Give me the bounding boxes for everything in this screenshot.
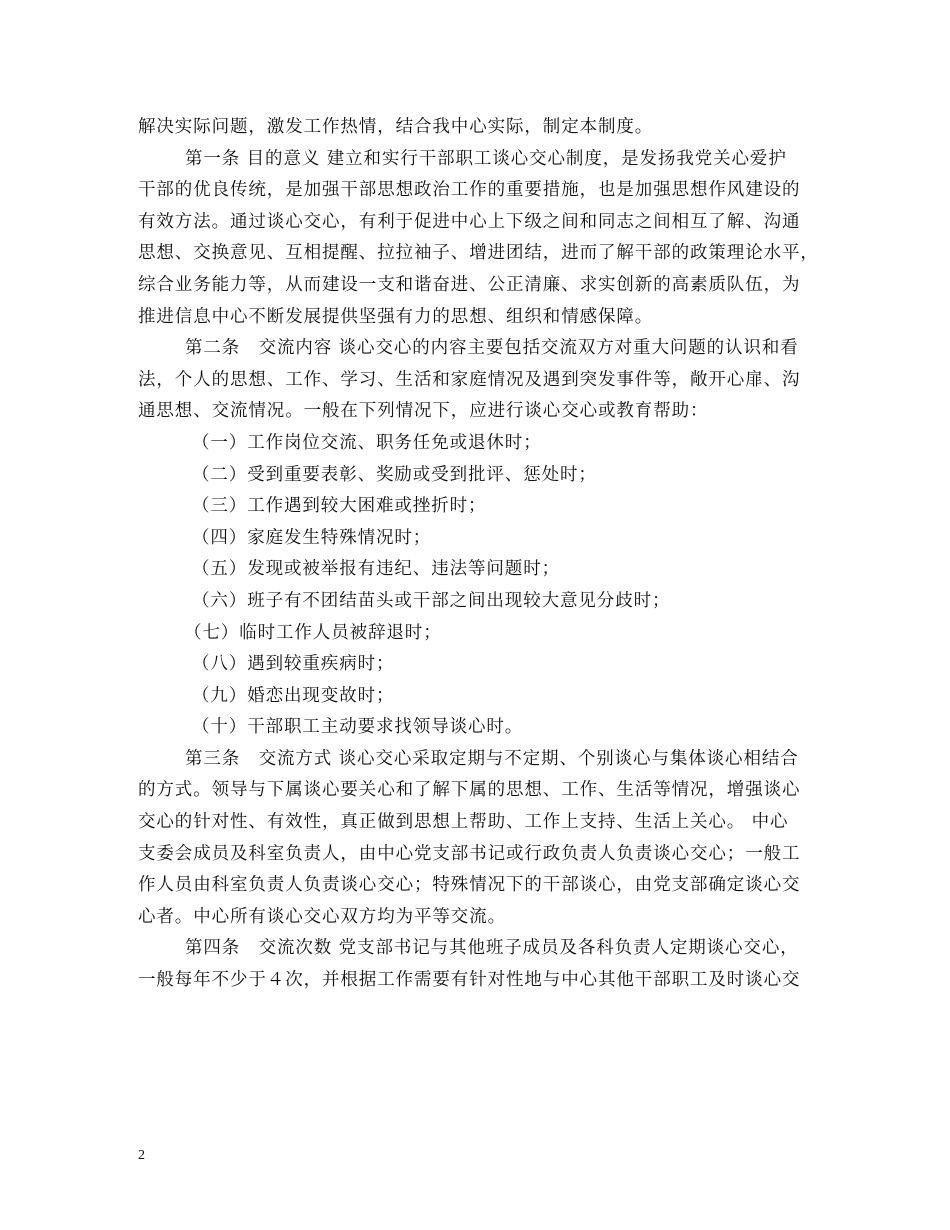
text-line: 的方式。领导与下属谈心要关心和了解下属的思想、工作、生活等情况，增强谈心: [138, 780, 801, 801]
document-body: [138, 112, 820, 997]
text-line: 解决实际问题，激发工作热情，结合我中心实际，制定本制度。: [138, 117, 654, 137]
text-line: 交心的针对性、有效性，真正做到思想上帮助、工作上支持、生活上关心。 中心: [138, 812, 789, 833]
text-line: 综合业务能力等，从而建设一支和谐奋进、公正清廉、求实创新的高素质队伍，为: [138, 274, 801, 295]
text-line: 推进信息中心不断发展提供坚强有力的思想、组织和情感保障。: [138, 306, 654, 327]
text-line: 支委会成员及科室负责人，由中心党支部书记或行政负责人负责谈心交心；一般工: [138, 843, 801, 864]
text-line: （七）临时工作人员被辞退时；: [184, 622, 442, 643]
text-line: （三）工作遇到较大困难或挫折时；: [192, 496, 487, 517]
text-line: （九）婚恋出现变故时；: [192, 685, 395, 706]
text-line: 第二条 交流内容 谈心交心的内容主要包括交流双方对重大问题的认识和看: [185, 338, 799, 359]
text-line: 一般每年不少于４次，并根据工作需要有针对性地与中心其他干部职工及时谈心交: [138, 970, 801, 991]
text-line: 法，个人的思想、工作、学习、生活和家庭情况及遇到突发事件等，敞开心扉、沟: [138, 369, 801, 390]
text-line: 第四条 交流次数 党支部书记与其他班子成员及各科负责人定期谈心交心，: [185, 938, 799, 959]
text-line: 第三条 交流方式 谈心交心采取定期与不定期、个别谈心与集体谈心相结合: [185, 748, 799, 769]
text-line: 心者。中心所有谈心交心双方均为平等交流。: [138, 906, 506, 927]
text-line: （十）干部职工主动要求找领导谈心时。: [192, 717, 524, 738]
text-line: 通思想、交流情况。一般在下列情况下，应进行谈心交心或教育帮助：: [138, 401, 709, 422]
text-line: 第一条 目的意义 建立和实行干部职工谈心交心制度，是发扬我党关心爱护: [185, 148, 787, 169]
text-line: 有效方法。通过谈心交心，有利于促进中心上下级之间和同志之间相互了解、沟通: [138, 211, 801, 232]
page-number: 2: [138, 1148, 145, 1163]
text-line: （五）发现或被举报有违纪、违法等问题时；: [192, 559, 560, 580]
text-line: （二）受到重要表彰、奖励或受到批评、惩处时；: [192, 464, 597, 485]
text-line: 干部的优良传统，是加强干部思想政治工作的重要措施，也是加强思想作风建设的: [138, 180, 801, 201]
text-line: 作人员由科室负责人负责谈心交心；特殊情况下的干部谈心，由党支部确定谈心交: [138, 875, 801, 896]
text-line: （八）遇到较重疾病时；: [192, 654, 395, 675]
text-line: （六）班子有不团结苗头或干部之间出现较大意见分歧时；: [192, 590, 671, 611]
text-line: （一）工作岗位交流、职务任免或退休时；: [192, 432, 542, 453]
text-line: （四）家庭发生特殊情况时；: [192, 527, 432, 548]
text-line: 思想、交换意见、互相提醒、拉拉袖子、增进团结，进而了解干部的政策理论水平，: [138, 243, 819, 264]
